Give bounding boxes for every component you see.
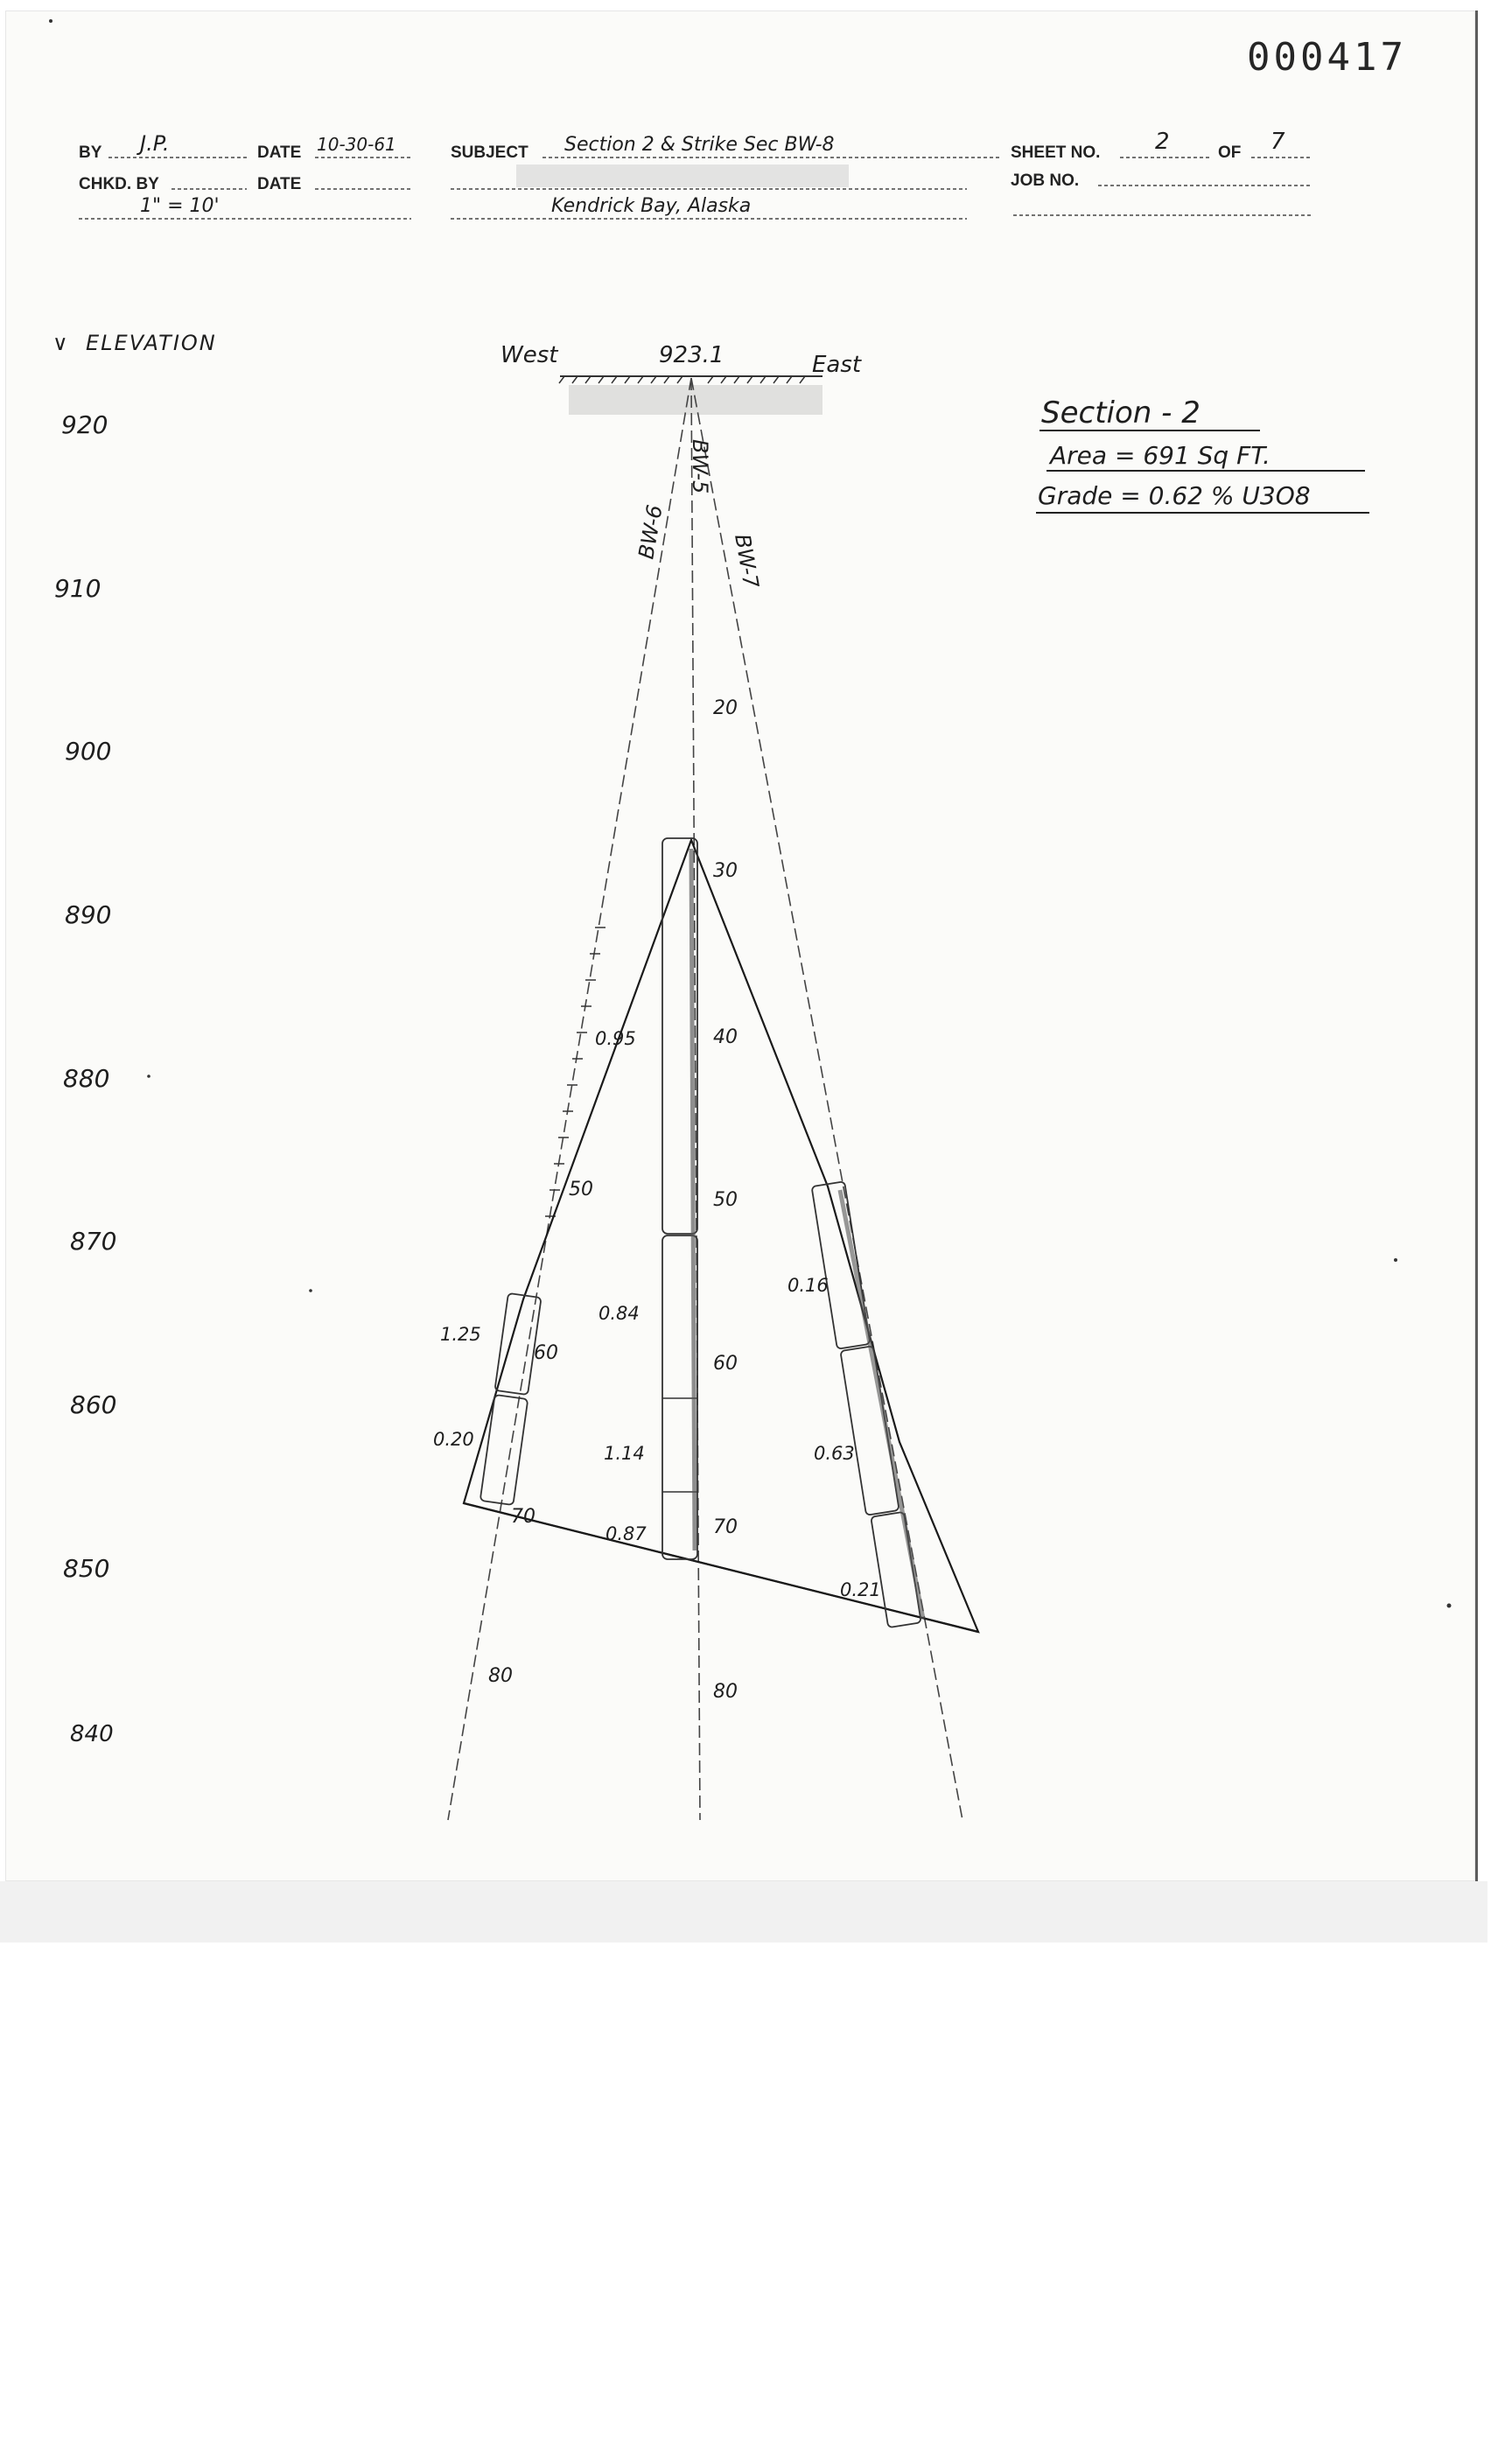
depth-label: 20 — [713, 697, 738, 719]
subject-line-1: Section 2 & Strike Sec BW-8 — [564, 134, 835, 156]
west-label: West — [500, 342, 558, 368]
section-summary — [1036, 396, 1369, 513]
elevation-tick: 870 — [70, 1227, 117, 1256]
assay-value: 0.87 — [606, 1523, 647, 1544]
assay-value: 0.63 — [814, 1443, 855, 1464]
hole-ticks — [545, 928, 606, 1216]
core-assay-strip — [691, 849, 695, 1550]
hole-label-bw6: BW-6 — [634, 502, 668, 562]
date-label: DATE — [257, 144, 302, 162]
sheet-total: 7 — [1270, 129, 1285, 155]
document-number: 000417 — [1247, 35, 1407, 80]
assay-values — [433, 1028, 881, 1600]
checked-by-label: CHKD. BY — [79, 175, 159, 193]
assay-value: 0.95 — [595, 1028, 636, 1049]
scan-specks — [49, 19, 1452, 1608]
assay-value: 0.84 — [598, 1303, 640, 1324]
elevation-tick: 900 — [65, 737, 112, 766]
assay-value: 1.25 — [440, 1324, 481, 1345]
sheet-number: 2 — [1155, 129, 1170, 155]
sheet-number-label: SHEET NO. — [1011, 144, 1101, 162]
assay-value: 0.21 — [840, 1579, 881, 1600]
hole-label-bw7: BW-7 — [730, 532, 764, 591]
section-area: Area = 691 Sq FT. — [1050, 441, 1270, 470]
elevation-tick: 910 — [54, 574, 102, 603]
depth-label: 50 — [713, 1189, 738, 1211]
redacted-block — [516, 164, 849, 187]
scale-value: 1" = 10' — [140, 195, 220, 217]
drill-hole-bw6 — [448, 378, 691, 1820]
assay-value: 1.14 — [604, 1443, 645, 1464]
collar-elevation: 923.1 — [659, 342, 724, 368]
subject-line-2: Kendrick Bay, Alaska — [551, 195, 752, 217]
date-value: 10-30-61 — [317, 134, 396, 155]
elevation-tick: 860 — [70, 1390, 117, 1419]
elevation-tick: 840 — [70, 1721, 114, 1747]
svg-text:∨: ∨ — [52, 331, 68, 355]
elevation-axis-title: ELEVATION — [86, 331, 217, 355]
assay-value: 0.16 — [788, 1275, 829, 1296]
depth-label: 50 — [569, 1179, 593, 1200]
collar-area — [500, 342, 862, 415]
depth-labels — [488, 697, 738, 1703]
depth-label: 80 — [713, 1681, 738, 1703]
core-box-bw7-middle — [840, 1346, 899, 1516]
section-title: Section - 2 — [1041, 396, 1200, 430]
depth-label: 70 — [713, 1516, 738, 1538]
elevation-tick: 880 — [63, 1064, 110, 1093]
depth-label: 30 — [713, 860, 738, 882]
by-label: BY — [79, 144, 102, 162]
east-label: East — [812, 352, 862, 378]
core-box-bw7-upper — [812, 1181, 871, 1349]
depth-label: 80 — [488, 1665, 513, 1687]
depth-label: 60 — [713, 1353, 738, 1375]
depth-label: 60 — [534, 1342, 558, 1364]
job-number-label: JOB NO. — [1011, 172, 1080, 190]
of-label: OF — [1218, 144, 1242, 162]
elevation-scale — [52, 331, 217, 1747]
elevation-tick: 890 — [65, 900, 112, 929]
hole-label-bw5: BW-5 — [688, 439, 712, 494]
checked-date-label: DATE — [257, 175, 302, 193]
elevation-tick: 920 — [61, 410, 108, 439]
assay-value: 0.20 — [433, 1429, 474, 1450]
depth-label: 70 — [511, 1506, 536, 1528]
elevation-tick: 850 — [63, 1554, 110, 1583]
by-value: J.P. — [140, 131, 170, 156]
depth-label: 40 — [713, 1026, 738, 1048]
subject-label: SUBJECT — [451, 144, 528, 162]
section-grade: Grade = 0.62 % U3O8 — [1038, 481, 1311, 510]
title-block — [79, 129, 1311, 219]
